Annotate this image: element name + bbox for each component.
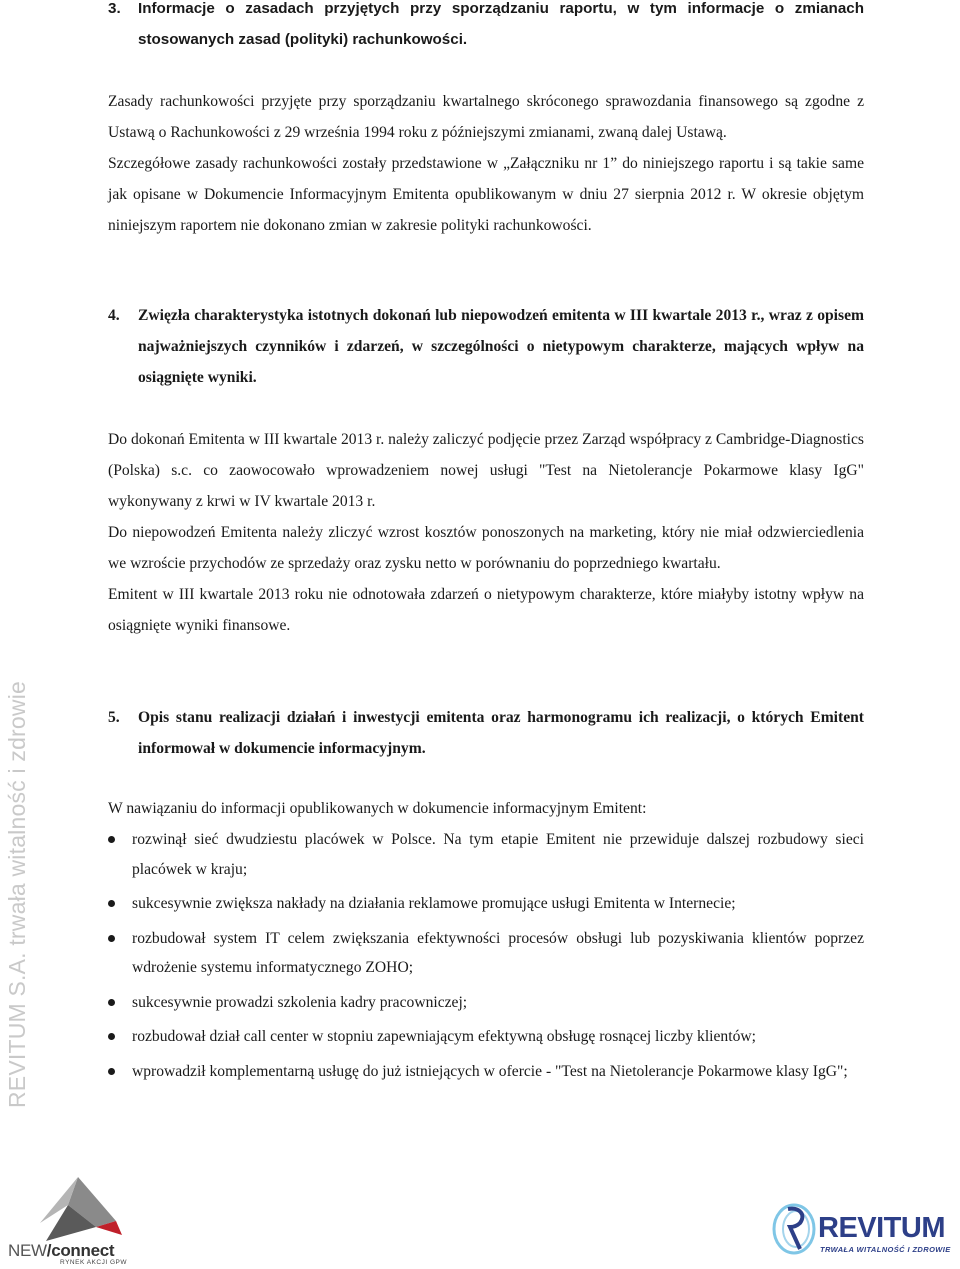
bullet-icon bbox=[108, 999, 115, 1006]
section-4-paragraph-3: Emitent w III kwartale 2013 roku nie odnotowała zdarzeń o nietypowym charakterze, które miałyby istotny wpływ na osiągnięte wyniki finansowe. bbox=[108, 586, 864, 634]
bullet-icon bbox=[108, 900, 115, 907]
section-4-body bbox=[108, 424, 864, 641]
section-4-paragraph-1: Do dokonań Emitenta w III kwartale 2013 r. należy zaliczyć podjęcie przez Zarząd współpracy z Cambridge-Diagnostics (Polska) s.c. co zaowocowało wprowadzeniem nowej usługi "Test na Nietolerancje Pokarmowe klasy IgG" wykonywany z krwi w IV kwartale 2013 r. bbox=[108, 431, 864, 510]
list-item: rozbudował system IT celem zwiększania efektywności procesów obsługi lub pozyskiwania klientów poprzez wdrożenie systemu informatycznego ZOHO; bbox=[108, 924, 864, 983]
newconnect-wordmark: NEW/connect bbox=[8, 1241, 115, 1260]
section-3-body bbox=[108, 86, 864, 241]
section-4-paragraph-2: Do niepowodzeń Emitenta należy zliczyć wzrost kosztów ponoszonych na marketing, który nie miał odzwierciedlenia we wzroście przychodów ze sprzedaży oraz zysku netto w porównaniu do poprzedniego kwartału. bbox=[108, 524, 864, 572]
revitum-wordmark: REVITUM bbox=[818, 1212, 945, 1244]
section-3-number: 3. bbox=[108, 0, 121, 17]
bullet-icon bbox=[108, 935, 115, 942]
section-4-title: Zwięzła charakterystyka istotnych dokonań lub niepowodzeń emitenta w III kwartale 2013 r., wraz z opisem najważniejszych czynników i zdarzeń, w szczególności o nietypowym charakterze, mających wpływ na osiągnięte wyniki. bbox=[138, 307, 864, 386]
section-5-title: Opis stanu realizacji działań i inwestycji emitenta oraz harmonogramu ich realizacji, o których Emitent informował w dokumencie informacyjnym. bbox=[138, 709, 864, 757]
section-5-number: 5. bbox=[108, 709, 120, 726]
list-item: rozwinął sieć dwudziestu placówek w Polsce. Na tym etapie Emitent nie przewiduje dalszej rozbudowy sieci placówek w kraju; bbox=[108, 825, 864, 884]
section-5-body bbox=[108, 793, 864, 1086]
section-5-intro: W nawiązaniu do informacji opublikowanych w dokumencie informacyjnym Emitent: bbox=[108, 800, 647, 817]
section-4-heading bbox=[108, 300, 864, 393]
bullet-icon bbox=[108, 836, 115, 843]
list-item: sukcesywnie prowadzi szkolenia kadry pracowniczej; bbox=[108, 988, 864, 1018]
section-5-bullet-list bbox=[108, 825, 864, 1086]
list-item: wprowadził komplementarną usługę do już istniejących w ofercie - "Test na Nietolerancje Pokarmowe klasy IgG"; bbox=[108, 1057, 864, 1087]
section-3-paragraph-1: Zasady rachunkowości przyjęte przy sporządzaniu kwartalnego skróconego sprawozdania finansowego są zgodne z Ustawą o Rachunkowości z 29 września 1994 roku z późniejszymi zmianami, zwaną dalej Ustawą. bbox=[108, 93, 864, 141]
bullet-icon bbox=[108, 1068, 115, 1075]
section-5-heading bbox=[108, 702, 864, 764]
section-3-heading bbox=[108, 0, 864, 55]
list-item: sukcesywnie zwiększa nakłady na działania reklamowe promujące usługi Emitenta w Internecie; bbox=[108, 889, 864, 919]
list-item: rozbudował dział call center w stopniu zapewniającym efektywną obsługę rosnącej liczby klientów; bbox=[108, 1022, 864, 1052]
section-3-paragraph-2: Szczegółowe zasady rachunkowości zostały przedstawione w „Załączniku nr 1” do niniejszego raportu i są takie same jak opisane w Dokumencie Informacyjnym Emitenta opublikowanym w dniu 27 sierpnia 2012 r. W okresie objętym niniejszym raportem nie dokonano zmian w zakresie polityki rachunkowości. bbox=[108, 155, 864, 234]
revitum-tagline: TRWAŁA WITALNOŚĆ I ZDROWIE bbox=[820, 1245, 951, 1254]
bullet-icon bbox=[108, 1033, 115, 1040]
side-watermark: REVITUM S.A. trwała witalność i zdrowie bbox=[4, 680, 30, 1108]
section-4-number: 4. bbox=[108, 307, 120, 324]
newconnect-subtitle: RYNEK AKCJI GPW bbox=[60, 1259, 127, 1266]
section-3-title: Informacje o zasadach przyjętych przy sporządzaniu raportu, w tym informacje o zmianach stosowanych zasad (polityki) rachunkowości. bbox=[138, 0, 864, 48]
